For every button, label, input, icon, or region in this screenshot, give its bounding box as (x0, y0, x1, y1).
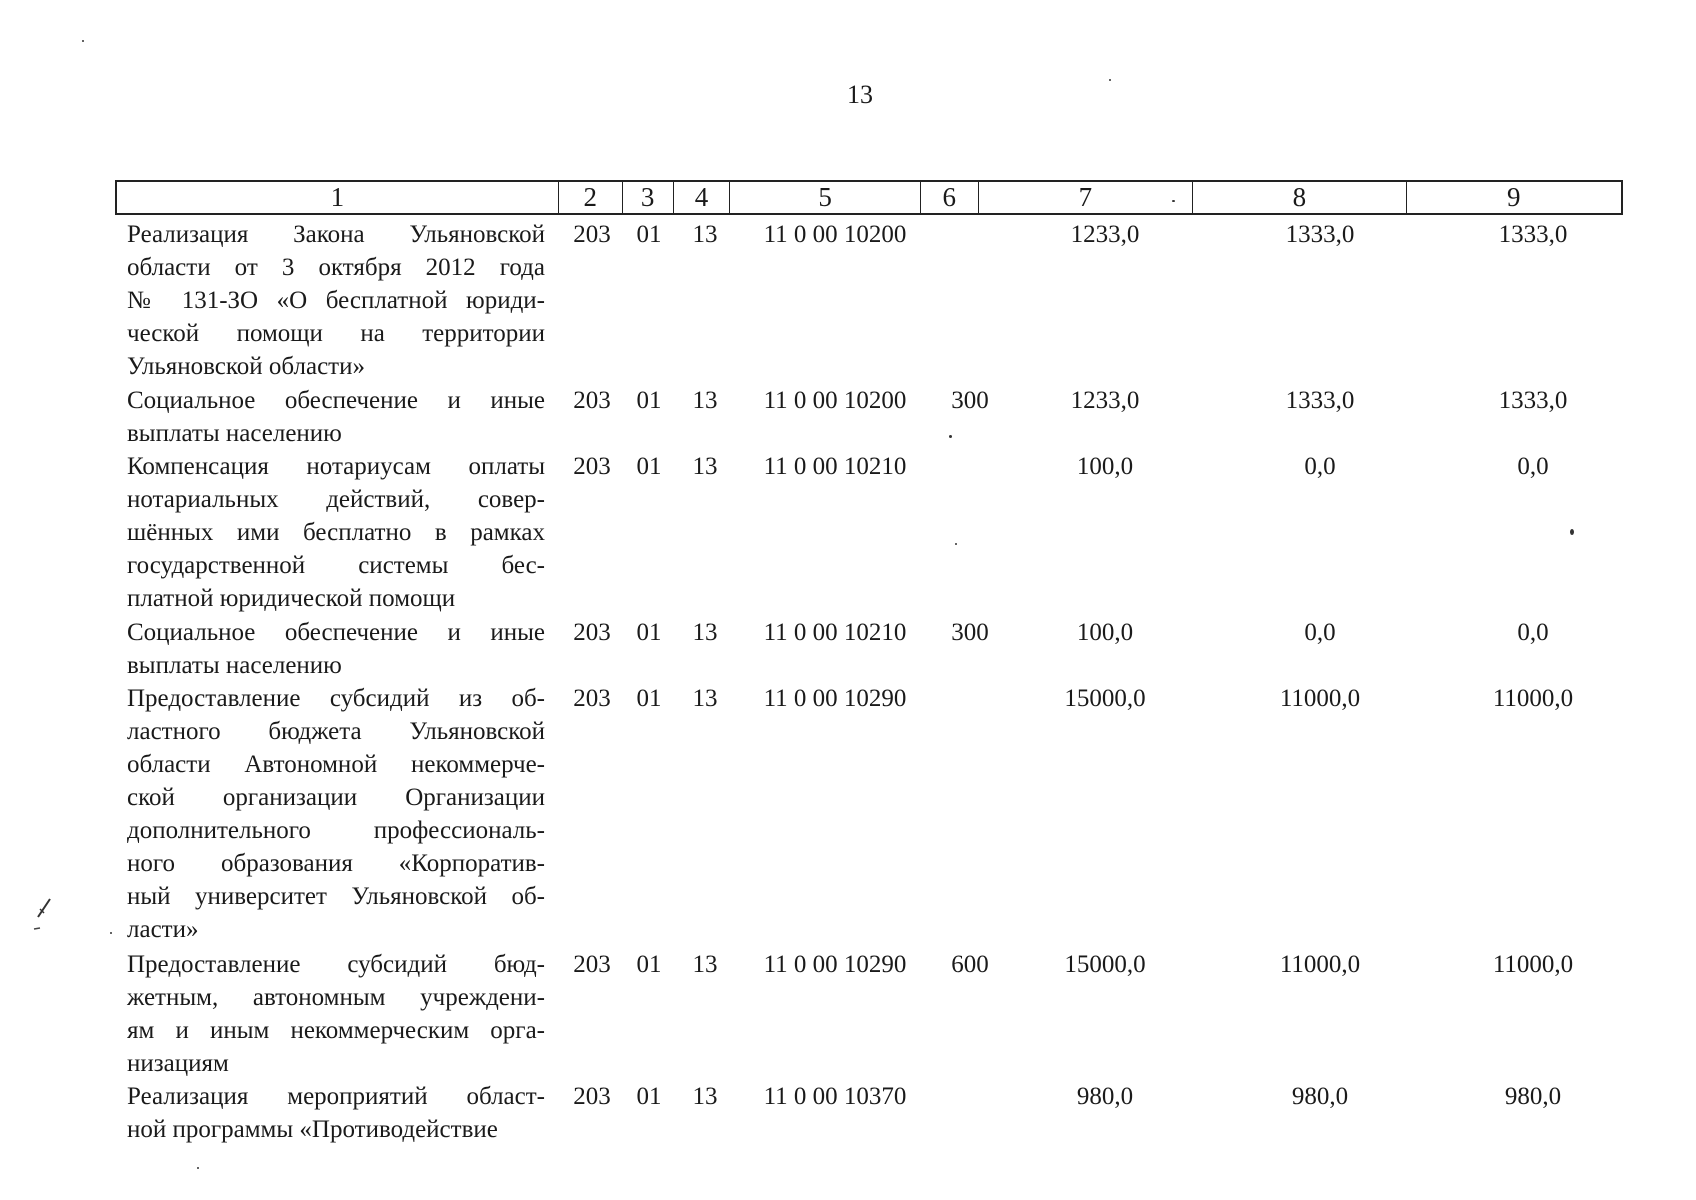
cell-amount-col8: 1333,0 (1285, 387, 1355, 414)
description-line: ям и иным некоммерческим орга- (127, 1017, 545, 1044)
cell-subsection: 13 (692, 951, 718, 978)
cell-section: 01 (636, 453, 662, 480)
cell-ministry-code: 203 (573, 1083, 611, 1110)
description-line: выплаты населению (127, 652, 342, 679)
description-line: ластного бюджета Ульяновской (127, 718, 545, 745)
cell-amount-col8: 1333,0 (1285, 221, 1355, 248)
cell-amount-col7: 15000,0 (1064, 685, 1146, 712)
cell-section: 01 (636, 619, 662, 646)
scan-speck (949, 435, 952, 438)
header-cell-4: 4 (674, 182, 731, 213)
description-line: шённых ими бесплатно в рамках (127, 519, 545, 546)
cell-expense-type: 300 (951, 619, 989, 646)
row-description (127, 384, 545, 450)
cell-amount-col9: 0,0 (1517, 619, 1549, 646)
description-line: ской организации Организации (127, 784, 545, 811)
description-line: жетным, автономным учреждени- (127, 984, 545, 1011)
row-description (127, 616, 545, 682)
cell-ministry-code: 203 (573, 685, 611, 712)
cell-ministry-code: 203 (573, 387, 611, 414)
table-header-row (115, 180, 1623, 215)
cell-section: 01 (636, 951, 662, 978)
header-cell-3: 3 (623, 182, 674, 213)
row-description (127, 450, 545, 615)
description-line: № 131-ЗО «О бесплатной юриди- (127, 287, 545, 314)
cell-subsection: 13 (692, 619, 718, 646)
cell-section: 01 (636, 221, 662, 248)
cell-target-article: 11 0 00 10290 (763, 685, 907, 712)
cell-amount-col7: 1233,0 (1070, 221, 1140, 248)
cell-amount-col9: 11000,0 (1492, 951, 1574, 978)
cell-ministry-code: 203 (573, 221, 611, 248)
cell-subsection: 13 (692, 453, 718, 480)
description-line: Реализация Закона Ульяновской (127, 221, 545, 248)
cell-amount-col8: 11000,0 (1279, 951, 1361, 978)
cell-target-article: 11 0 00 10200 (763, 387, 907, 414)
header-cell-5: 5 (730, 182, 921, 213)
cell-ministry-code: 203 (573, 951, 611, 978)
description-line: Реализация мероприятий област- (127, 1083, 545, 1110)
cell-subsection: 13 (692, 221, 718, 248)
header-cell-6: 6 (921, 182, 979, 213)
cell-amount-col9: 11000,0 (1492, 685, 1574, 712)
cell-subsection: 13 (692, 1083, 718, 1110)
description-line: Предоставление субсидий из об- (127, 685, 545, 712)
scan-speck (1109, 79, 1111, 81)
cell-section: 01 (636, 1083, 662, 1110)
cell-amount-col8: 980,0 (1291, 1083, 1349, 1110)
scan-speck (82, 40, 84, 42)
description-line: ный университет Ульяновской об- (127, 883, 545, 910)
row-description (127, 682, 545, 946)
cell-subsection: 13 (692, 387, 718, 414)
cell-target-article: 11 0 00 10210 (763, 453, 907, 480)
description-line: ласти» (127, 916, 199, 943)
pen-mark (30, 895, 60, 935)
cell-amount-col8: 0,0 (1304, 453, 1336, 480)
cell-amount-col9: 0,0 (1517, 453, 1549, 480)
cell-amount-col7: 1233,0 (1070, 387, 1140, 414)
description-line: Предоставление субсидий бюд- (127, 951, 545, 978)
description-line: выплаты населению (127, 420, 342, 447)
cell-amount-col9: 980,0 (1504, 1083, 1562, 1110)
description-line: Ульяновской области» (127, 353, 365, 380)
description-line: Компенсация нотариусам оплаты (127, 453, 545, 480)
header-cell-8: 8 (1193, 182, 1406, 213)
description-line: нотариальных действий, совер- (127, 486, 545, 513)
description-line: ческой помощи на территории (127, 320, 545, 347)
cell-section: 01 (636, 685, 662, 712)
cell-amount-col7: 100,0 (1076, 453, 1134, 480)
header-cell-2: 2 (559, 182, 623, 213)
description-line: платной юридической помощи (127, 585, 456, 612)
description-line: Социальное обеспечение и иные (127, 619, 545, 646)
description-line: Социальное обеспечение и иные (127, 387, 545, 414)
cell-amount-col9: 1333,0 (1498, 221, 1568, 248)
cell-amount-col8: 0,0 (1304, 619, 1336, 646)
description-line: низациям (127, 1050, 229, 1077)
cell-target-article: 11 0 00 10370 (763, 1083, 907, 1110)
description-line: ного образования «Корпоратив- (127, 850, 545, 877)
cell-amount-col8: 11000,0 (1279, 685, 1361, 712)
cell-amount-col9: 1333,0 (1498, 387, 1568, 414)
description-line: государственной системы бес- (127, 552, 545, 579)
cell-target-article: 11 0 00 10200 (763, 221, 907, 248)
cell-amount-col7: 100,0 (1076, 619, 1134, 646)
row-description (127, 948, 545, 1080)
cell-subsection: 13 (692, 685, 718, 712)
description-line: области от 3 октября 2012 года (127, 254, 545, 281)
cell-expense-type: 300 (951, 387, 989, 414)
cell-expense-type: 600 (951, 951, 989, 978)
cell-amount-col7: 980,0 (1076, 1083, 1134, 1110)
cell-ministry-code: 203 (573, 453, 611, 480)
row-description (127, 1080, 545, 1146)
scan-speck (1570, 529, 1574, 535)
cell-section: 01 (636, 387, 662, 414)
description-line: ной программы «Противодействие (127, 1116, 498, 1143)
header-cell-9: 9 (1507, 182, 1521, 212)
cell-target-article: 11 0 00 10290 (763, 951, 907, 978)
row-description (127, 218, 545, 383)
scan-speck (1172, 200, 1175, 202)
description-line: области Автономной некоммерче- (127, 751, 545, 778)
scan-speck (197, 1167, 199, 1169)
scan-speck (110, 932, 112, 934)
header-cell-7: 7 (979, 182, 1193, 213)
cell-target-article: 11 0 00 10210 (763, 619, 907, 646)
header-cell-1: 1 (117, 182, 559, 213)
scan-speck (955, 543, 957, 545)
cell-amount-col7: 15000,0 (1064, 951, 1146, 978)
description-line: дополнительного профессиональ- (127, 817, 545, 844)
cell-ministry-code: 203 (573, 619, 611, 646)
page-number: 13 (847, 80, 873, 109)
